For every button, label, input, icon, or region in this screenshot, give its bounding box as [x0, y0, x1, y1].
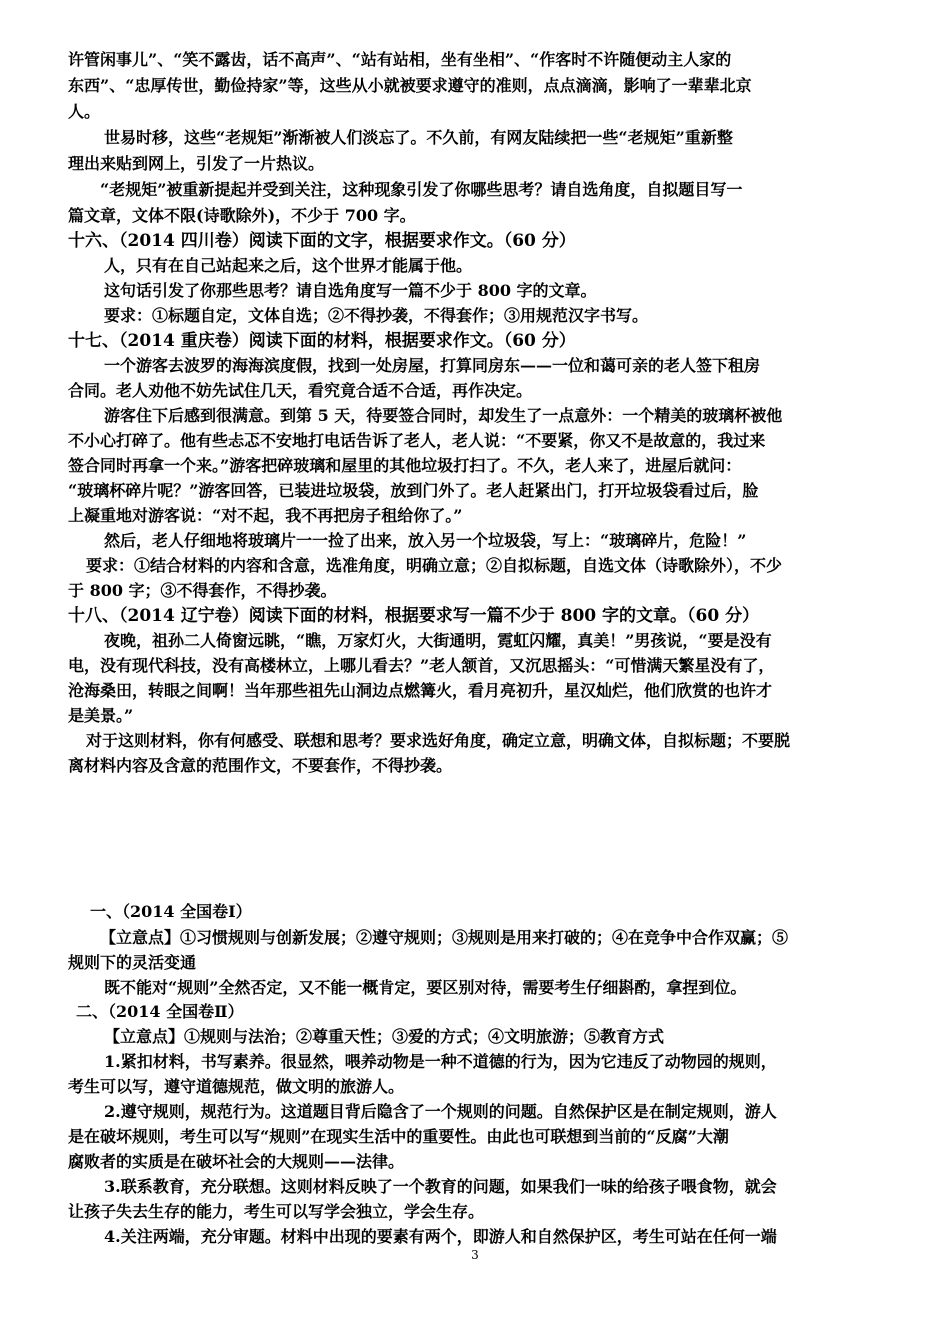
text-line: 腐败者的实质是在破坏社会的大规则——法律。 — [68, 1152, 405, 1171]
question-heading: 十六、（2014 四川卷）阅读下面的文字，根据要求作文。（60 分） — [68, 231, 576, 251]
page-number: 3 — [471, 1248, 479, 1262]
text-line: 一个游客去波罗的海海滨度假，找到一处房屋，打算同房东——一位和蔼可亲的老人签下租房 — [104, 356, 761, 375]
text-line: 【立意点】①规则与法治；②尊重天性；③爱的方式；④文明旅游；⑤教育方式 — [104, 1027, 665, 1046]
text-line: 让孩子失去生存的能力，考生可以写学会独立，学会生存。 — [68, 1202, 485, 1221]
text-line: 要求：①结合材料的内容和含意，选准角度，明确立意；②自拟标题，自选文体（诗歌除外），不少 — [86, 556, 783, 575]
text-line: 签合同时再拿一个来。”游客把碎玻璃和屋里的其他垃圾打扫了。不久，老人来了，进屋后就问： — [68, 456, 742, 475]
text-line: 规则下的灵活变通 — [68, 953, 197, 972]
text-line: 游客住下后感到很满意。到第 5 天，待要签合同时，却发生了一点意外：一个精美的玻璃杯被他 — [104, 406, 783, 425]
text-line: 是在破坏规则，考生可以写“规则”在现实生活中的重要性。由此也可联想到当前的“反腐”大潮 — [68, 1127, 729, 1146]
text-line: 东西”、“忠厚传世，勤俭持家”等，这些从小就被要求遵守的准则，点点滴滴，影响了一辈辈北京 — [68, 76, 752, 95]
text-line: 3.联系教育，充分联想。这则材料反映了一个教育的问题，如果我们一味的给孩子喂食物，就会 — [104, 1177, 777, 1196]
text-line: “玻璃杯碎片呢？”游客回答，已装进垃圾袋，放到门外了。老人赶紧出门，打开垃圾袋看过后，脸 — [68, 481, 759, 500]
text-line: 人。 — [68, 102, 101, 121]
text-line: 于 800 字；③不得套作，不得抄袭。 — [68, 581, 337, 600]
text-line: 电，没有现代科技，没有高楼林立，上哪儿看去？”老人颔首，又沉思摇头：“可惜满天繁星没有了， — [68, 656, 775, 675]
text-line: 然后，老人仔细地将玻璃片一一捡了出来，放入另一个垃圾袋，写上：“玻璃碎片，危险！” — [104, 531, 747, 550]
text-line: 1.紧扣材料，书写素养。很显然，喂养动物是一种不道德的行为，因为它违反了动物园的规则， — [104, 1052, 777, 1071]
text-line: 这句话引发了你那些思考？请自选角度写一篇不少于 800 字的文章。 — [104, 281, 597, 300]
text-line: 沧海桑田，转眼之间啊！当年那些祖先山洞边点燃篝火，看月亮初升，星汉灿烂，他们欣赏的也许才 — [68, 681, 773, 700]
text-line: 篇文章，文体不限(诗歌除外)，不少于 700 字。 — [68, 206, 416, 225]
text-line: 是美景。” — [68, 706, 134, 725]
text-line: 考生可以写，遵守道德规范，做文明的旅游人。 — [68, 1077, 405, 1096]
text-line: “老规矩”被重新提起并受到关注，这种现象引发了你哪些思考？请自选角度，自拟题目写一 — [100, 180, 743, 199]
text-line: 不小心打碎了。他有些忐忑不安地打电话告诉了老人，老人说：“不要紧，你又不是故意的，我过来 — [68, 431, 766, 450]
text-line: 4.关注两端，充分审题。材料中出现的要素有两个，即游人和自然保护区，考生可站在任何一端 — [104, 1227, 777, 1246]
text-line: 夜晚，祖孙二人倚窗远眺，“瞧，万家灯火，大街通明，霓虹闪耀，真美！”男孩说，“要是没有 — [104, 631, 772, 650]
text-line: 上凝重地对游客说：“对不起，我不再把房子租给你了。” — [68, 506, 463, 525]
question-heading: 十八、（2014 辽宁卷）阅读下面的材料，根据要求写一篇不少于 800 字的文章。（60 分） — [68, 606, 760, 626]
text-line: 离材料内容及含意的范围作文，不要套作，不得抄袭。 — [68, 756, 453, 775]
text-line: 【立意点】①习惯规则与创新发展；②遵守规则；③规则是用来打破的；④在竞争中合作双赢；⑤ — [100, 928, 789, 947]
text-line: 既不能对“规则”全然否定，又不能一概肯定，要区别对待，需要考生仔细斟酌，拿捏到位。 — [104, 978, 747, 997]
text-line: 合同。老人劝他不妨先试住几天，看究竟合适不合适，再作决定。 — [68, 381, 533, 400]
text-line: 要求：①标题自定，文体自选；②不得抄袭，不得套作；③用规范汉字书写。 — [104, 306, 649, 325]
text-line: 人，只有在自己站起来之后，这个世界才能属于他。 — [104, 256, 473, 275]
question-heading: 十七、（2014 重庆卷）阅读下面的材料，根据要求作文。（60 分） — [68, 331, 576, 351]
text-line: 理出来贴到网上，引发了一片热议。 — [68, 154, 325, 173]
answer-heading: 二、（2014 全国卷Ⅱ） — [76, 1002, 244, 1021]
text-line: 许管闲事儿”、“笑不露齿，话不高声”、“站有站相，坐有坐相”、“作客时不许随便动主人家的 — [68, 50, 732, 69]
text-line: 2.遵守规则，规范行为。这道题目背后隐含了一个规则的问题。自然保护区是在制定规则，游人 — [104, 1102, 777, 1121]
text-line: 对于这则材料，你有何感受、联想和思考？要求选好角度，确定立意，明确文体，自拟标题；不要脱 — [86, 731, 791, 750]
text-line: 世易时移，这些“老规矩”渐渐被人们淡忘了。不久前，有网友陆续把一些“老规矩”重新整 — [104, 128, 733, 147]
answer-heading: 一、（2014 全国卷Ⅰ） — [90, 902, 252, 921]
